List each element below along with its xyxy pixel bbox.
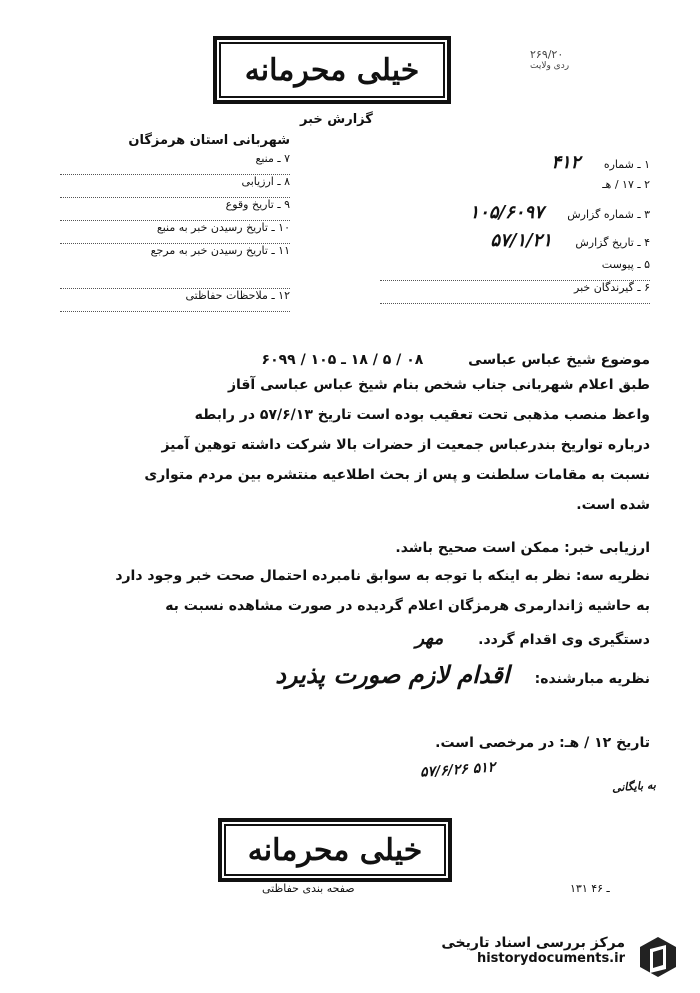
body-line: واعظ منصب مذهبی تحت تعقیب بوده است تاریخ ۵۷/۶/۱۳ در رابطه [194, 407, 650, 423]
field-value: ۱۰۵/۶۰۹۷ [469, 202, 544, 223]
field-value: ۵۷/۱/۲۱ [490, 230, 552, 251]
body-line: شده است. [576, 497, 650, 513]
top-stamp-text: خیلی محرمانه [244, 52, 420, 88]
subject-reference: ۰۸ / ۵ / ۱۸ ـ ۱۰۵ / ۶۰۹۹ [261, 352, 424, 368]
top-classification-stamp [213, 36, 451, 104]
right-field: ۶ ـ گیرندگان خبر [380, 281, 650, 304]
left-field: ۷ ـ منبع [60, 152, 290, 175]
evaluation-line: ارزیابی خبر: ممکن است صحیح باشد. [395, 540, 650, 556]
handwritten-initial: مهر [415, 628, 444, 649]
right-field: ۳ ـ شماره گزارش ۱۰۵/۶۰۹۷ [469, 202, 650, 223]
footer-form-number: ۱۳۱ ـ ۴۶ [570, 882, 610, 895]
right-field: ۴ ـ تاریخ گزارش ۵۷/۱/۲۱ [490, 230, 650, 251]
body-line: طبق اعلام شهربانی جناب شخص بنام شیخ عباس عباسی آقاز [227, 377, 650, 393]
archive-logo-icon [634, 933, 682, 981]
bottom-classification-stamp [218, 818, 452, 882]
left-field: ۱۱ ـ تاریخ رسیدن خبر به مرجع [60, 244, 290, 289]
footer-caption: صفحه بندی حفاظتی [262, 882, 355, 895]
date-line: تاریخ ۱۲ / هـ: در مرخصی است. [435, 735, 650, 751]
right-field: ۲ ـ ۱۷ / هـ [602, 178, 650, 191]
handwritten-opinion: اقدام لازم صورت پذیرد [275, 660, 510, 689]
right-fields [380, 152, 650, 304]
corner-note-sub: ردی ولایت [530, 61, 570, 71]
bottom-stamp-text: خیلی محرمانه [247, 832, 423, 868]
report-body [60, 377, 650, 527]
right-field: ۵ ـ پیوست [380, 258, 650, 281]
source-opinion-label: نظریه مبارشنده: [534, 671, 650, 687]
subject-text: موضوع شیخ عباس عباسی [468, 352, 650, 368]
left-field: ۱۰ ـ تاریخ رسیدن خبر به منبع [60, 221, 290, 244]
right-field: ۱ ـ شماره ۴۱۲ [551, 152, 650, 173]
left-field: ۸ ـ ارزیابی [60, 175, 290, 198]
report-title: گزارش خبر [300, 112, 373, 127]
watermark-bar [0, 923, 700, 993]
corner-note-number: ۲۶۹/۲۰ [530, 48, 564, 61]
watermark-text [365, 935, 625, 966]
opinion-line: نظریه سه: نظر به اینکه با توجه به سوابق نامبرده احتمال صحت خبر وجود دارد [115, 568, 650, 584]
province-header: شهربانی استان هرمزگان [128, 133, 290, 148]
watermark-name-fa: مرکز بررسی اسناد تاریخی [441, 935, 625, 951]
source-opinion-row [60, 660, 650, 689]
subject-row [60, 352, 650, 368]
margin-handwritten-note: ۵۷/۶/۲۶ ۵۱۲ [419, 759, 496, 781]
corner-note [530, 48, 569, 71]
opinion-line: به حاشیه ژاندارمری هرمزگان اعلام گردیده در صورت مشاهده نسبت به [165, 598, 650, 614]
opinion-line: دستگیری وی اقدام گردد. مهر [415, 628, 650, 649]
left-fields [60, 152, 290, 312]
body-line: درباره تواریخ بندرعباس جمعیت از حضرات بالا شرکت داشته توهین آمیز [161, 437, 650, 453]
opinion-block [60, 568, 650, 658]
left-field: ۹ ـ تاریخ وقوع [60, 198, 290, 221]
watermark-url: historydocuments.ir [476, 951, 625, 966]
field-value: ۴۱۲ [551, 152, 581, 173]
margin-handwritten-note-2: به بایگانی [611, 778, 657, 795]
body-line: نسبت به مقامات سلطنت و پس از بحث اطلاعیه منتشره بین مردم متواری [144, 467, 650, 483]
left-field: ۱۲ ـ ملاحظات حفاظتی [60, 289, 290, 312]
